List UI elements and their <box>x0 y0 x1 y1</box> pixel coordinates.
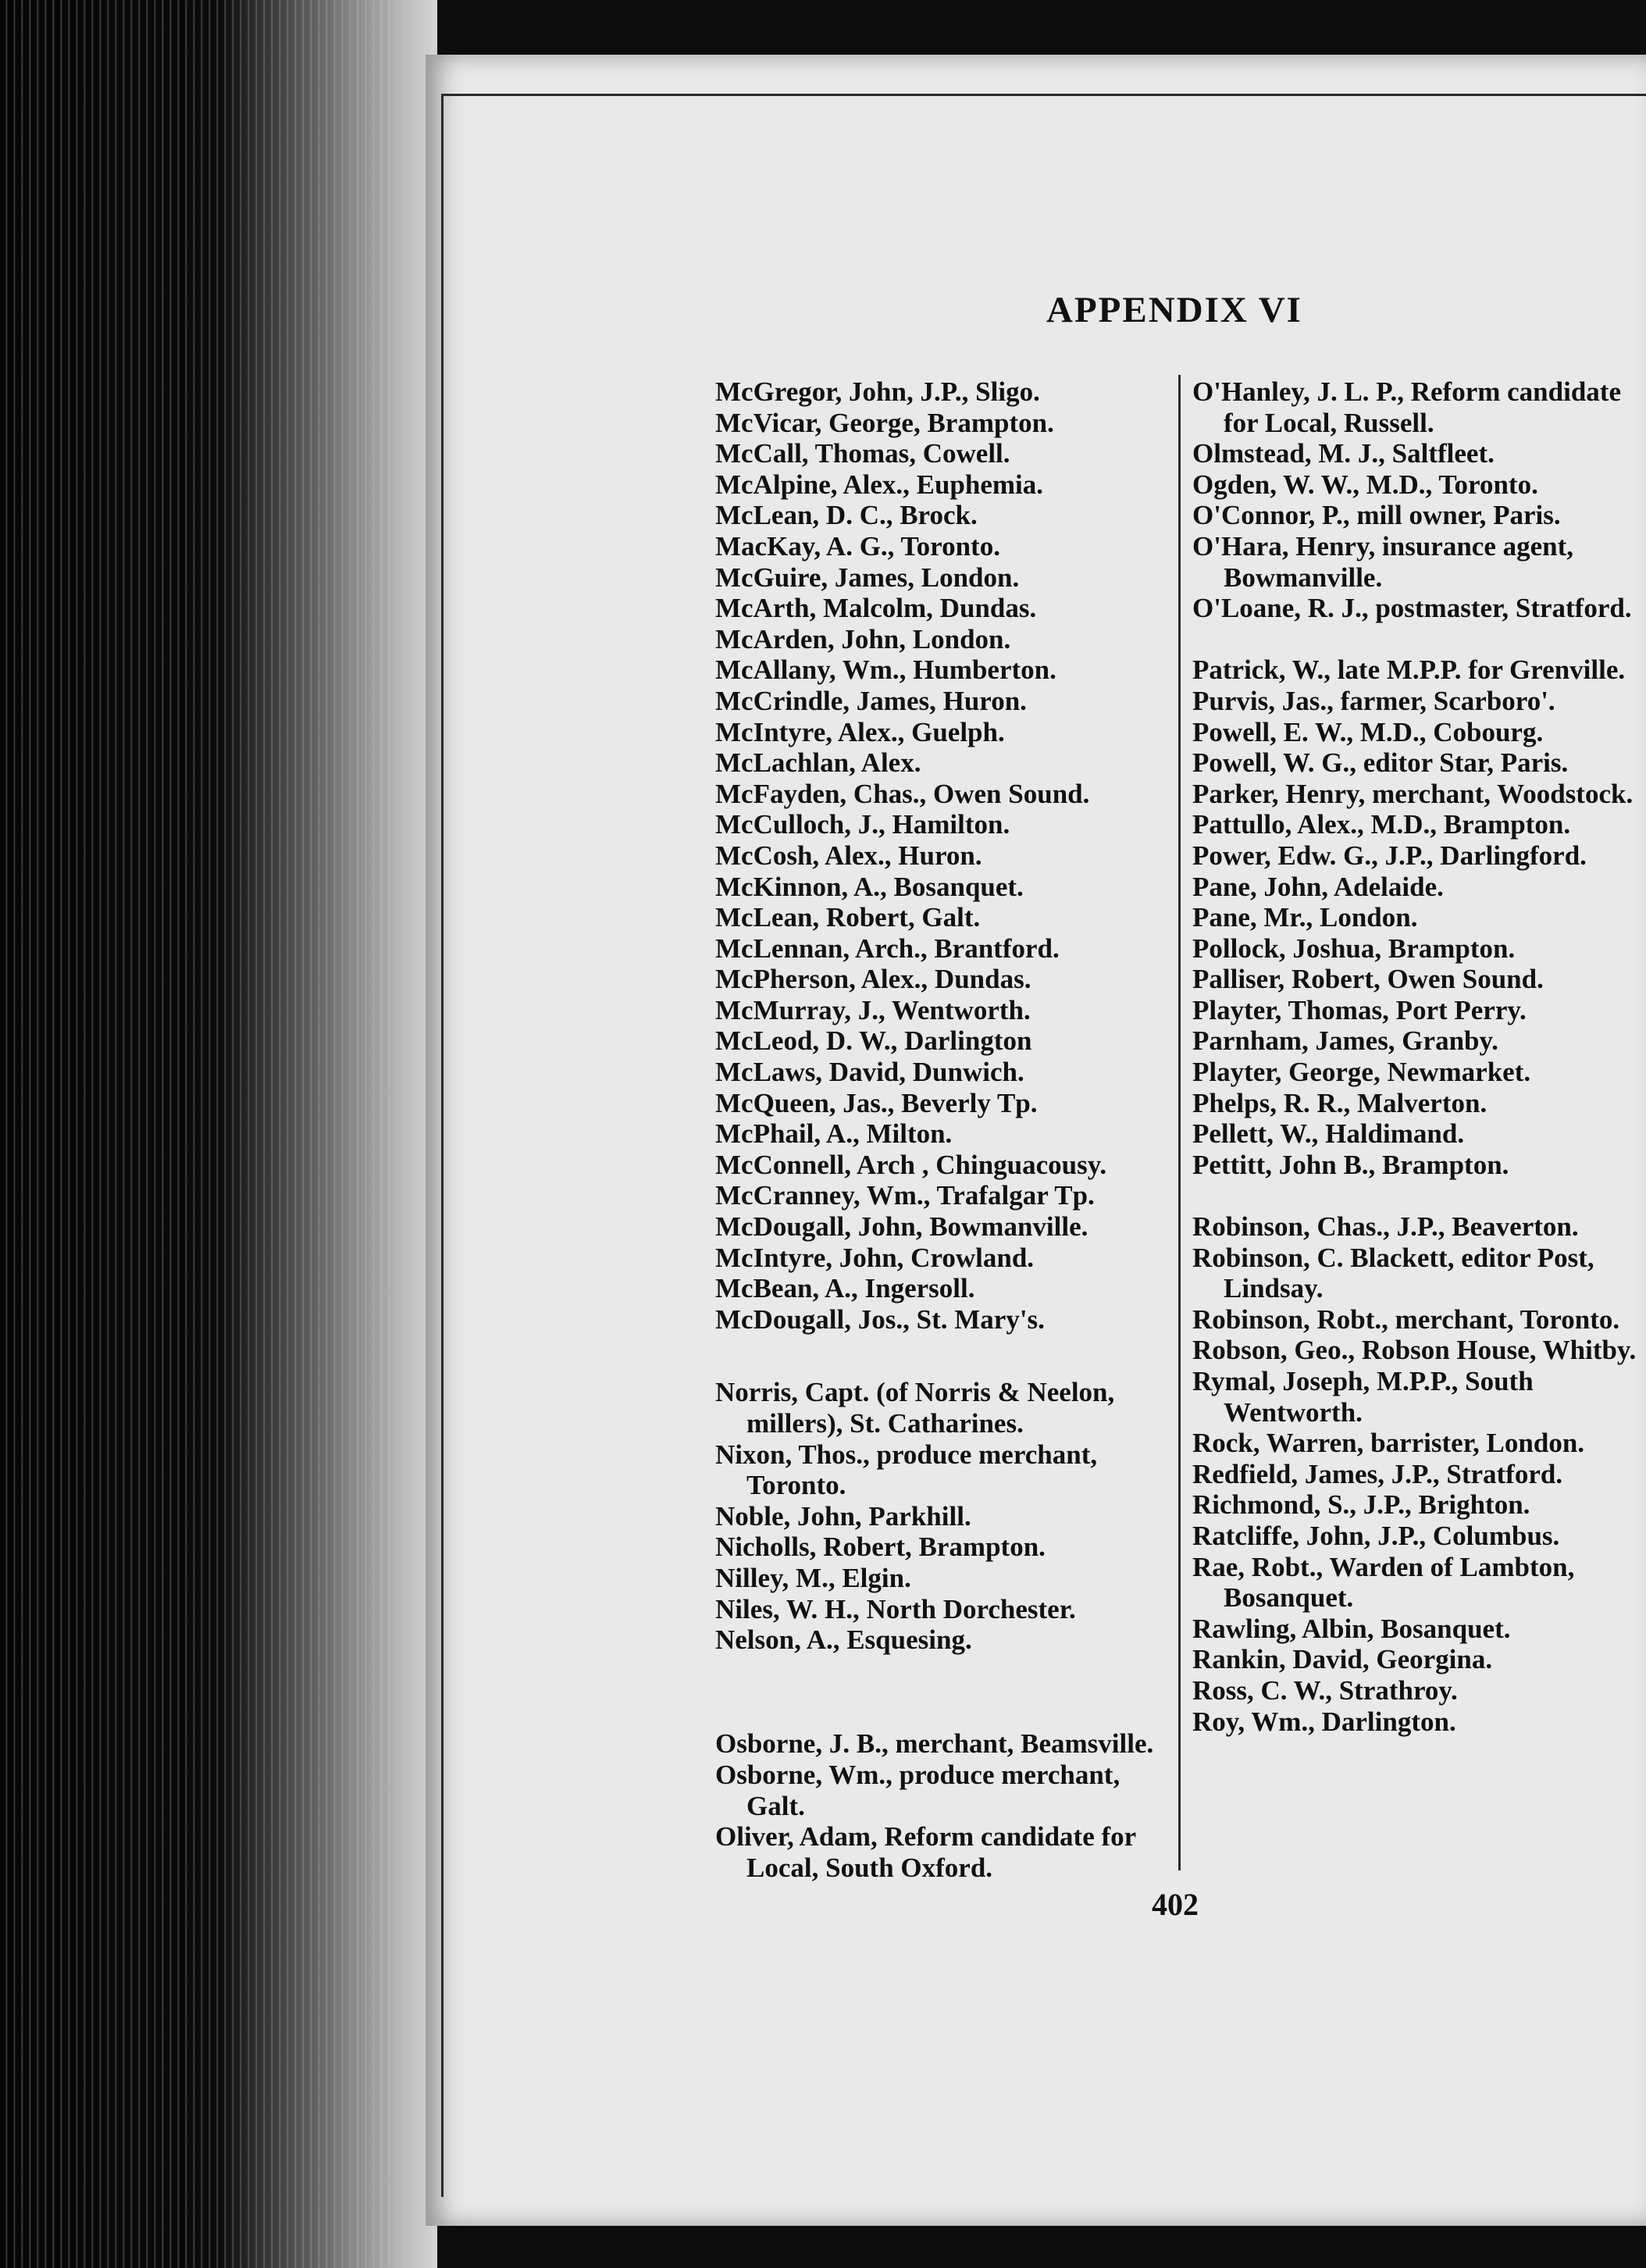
list-entry: O'Connor, P., mill owner, Paris. <box>1192 500 1561 531</box>
list-entry: Parker, Henry, merchant, Woodstock. <box>1192 778 1634 809</box>
list-entry: Olmstead, M. J., Saltfleet. <box>1192 438 1495 469</box>
list-entry: Pettitt, John B., Brampton. <box>1192 1149 1509 1180</box>
list-entry: Rawling, Albin, Bosanquet. <box>1192 1613 1511 1644</box>
list-entry: McFayden, Chas., Owen Sound. <box>715 778 1090 809</box>
list-entry: Robinson, Robt., merchant, Toronto. <box>1192 1303 1620 1335</box>
list-entry: Pane, John, Adelaide. <box>1192 871 1444 902</box>
list-entry: O'Hara, Henry, insurance agent, Bowmanville. <box>1192 530 1574 593</box>
list-entry: McBean, A., Ingersoll. <box>715 1273 975 1304</box>
list-entry: Osborne, Wm., produce merchant, Galt. <box>715 1759 1120 1821</box>
list-entry: McConnell, Arch , Chinguacousy. <box>715 1149 1107 1180</box>
list-entry: Patrick, W., late M.P.P. for Grenville. <box>1192 654 1626 686</box>
list-entry: McPhail, A., Milton. <box>715 1118 953 1150</box>
list-entry: McLaws, David, Dunwich. <box>715 1057 1024 1088</box>
list-entry: McCulloch, J., Hamilton. <box>715 809 1010 840</box>
list-entry: Niles, W. H., North Dorchester. <box>715 1593 1076 1624</box>
list-entry: Playter, Thomas, Port Perry. <box>1192 994 1527 1025</box>
list-entry: Rankin, David, Georgina. <box>1192 1644 1493 1675</box>
book-page-edges <box>0 0 437 2268</box>
list-entry: Nixon, Thos., produce merchant, Toronto. <box>715 1439 1098 1501</box>
list-entry: Nelson, A., Esquesing. <box>715 1624 972 1656</box>
list-entry: McDougall, Jos., St. Mary's. <box>715 1303 1045 1335</box>
list-entry: Ross, C. W., Strathroy. <box>1192 1674 1458 1706</box>
list-entry: McCrindle, James, Huron. <box>715 685 1027 716</box>
list-entry: Redfield, James, J.P., Stratford. <box>1192 1458 1563 1489</box>
list-entry: McGregor, John, J.P., Sligo. <box>715 376 1040 407</box>
list-entry: Robson, Geo., Robson House, Whitby. <box>1192 1335 1637 1366</box>
list-entry: Robinson, Chas., J.P., Beaverton. <box>1192 1211 1579 1243</box>
list-entry: Pane, Mr., London. <box>1192 902 1418 933</box>
list-entry: McLean, Robert, Galt. <box>715 902 981 933</box>
entry-group-mc <box>715 376 1168 1335</box>
column-divider <box>1178 375 1181 1870</box>
right-column <box>1192 376 1641 1737</box>
list-entry: Powell, E. W., M.D., Cobourg. <box>1192 716 1544 747</box>
list-entry: Playter, George, Newmarket. <box>1192 1057 1531 1088</box>
list-entry: Pollock, Joshua, Brampton. <box>1192 933 1516 964</box>
list-entry: Nilley, M., Elgin. <box>715 1562 911 1593</box>
list-entry: Nicholls, Robert, Brampton. <box>715 1532 1046 1563</box>
list-entry: Osborne, J. B., merchant, Beamsville. <box>715 1728 1154 1760</box>
entry-group-o-right <box>1192 376 1641 624</box>
page-heading: APPENDIX VI <box>1046 290 1302 330</box>
list-entry: MacKay, A. G., Toronto. <box>715 530 1000 562</box>
list-entry: Pellett, W., Haldimand. <box>1192 1118 1465 1150</box>
group-spacer <box>1192 1180 1641 1211</box>
list-entry: Parnham, James, Granby. <box>1192 1025 1498 1057</box>
group-spacer <box>715 1698 1168 1729</box>
list-entry: Robinson, C. Blackett, editor Post, Lindsay. <box>1192 1242 1594 1304</box>
list-entry: McArth, Malcolm, Dundas. <box>715 593 1037 624</box>
group-spacer <box>715 1335 1168 1377</box>
list-entry: Rymal, Joseph, M.P.P., South Wentworth. <box>1192 1366 1534 1428</box>
list-entry: Noble, John, Parkhill. <box>715 1500 971 1532</box>
list-entry: Power, Edw. G., J.P., Darlingford. <box>1192 840 1587 871</box>
list-entry: McKinnon, A., Bosanquet. <box>715 871 1024 902</box>
list-entry: O'Hanley, J. L. P., Reform candidate for Local, Russell. <box>1192 376 1621 438</box>
list-entry: McGuire, James, London. <box>715 562 1020 593</box>
list-entry: McArden, John, London. <box>715 623 1011 654</box>
list-entry: McAlpine, Alex., Euphemia. <box>715 469 1044 500</box>
list-entry: McCosh, Alex., Huron. <box>715 840 982 871</box>
list-entry: O'Loane, R. J., postmaster, Stratford. <box>1192 593 1632 624</box>
list-entry: Ogden, W. W., M.D., Toronto. <box>1192 469 1538 500</box>
left-column <box>715 376 1168 1883</box>
list-entry: Oliver, Adam, Reform candidate for Local, South Oxford. <box>715 1821 1136 1883</box>
group-spacer <box>715 1656 1168 1698</box>
list-entry: McAllany, Wm., Humberton. <box>715 654 1056 686</box>
list-entry: McLean, D. C., Brock. <box>715 500 978 531</box>
list-entry: McIntyre, Alex., Guelph. <box>715 716 1005 747</box>
list-entry: Ratcliffe, John, J.P., Columbus. <box>1192 1520 1560 1551</box>
list-entry: McMurray, J., Wentworth. <box>715 994 1031 1025</box>
list-entry: McVicar, George, Brampton. <box>715 407 1054 438</box>
page-number: 402 <box>1152 1887 1199 1922</box>
entry-group-p <box>1192 654 1641 1180</box>
list-entry: McIntyre, John, Crowland. <box>715 1242 1035 1273</box>
list-entry: Palliser, Robert, Owen Sound. <box>1192 964 1544 995</box>
list-entry: McQueen, Jas., Beverly Tp. <box>715 1087 1038 1118</box>
list-entry: McLennan, Arch., Brantford. <box>715 933 1060 964</box>
list-entry: McCranney, Wm., Trafalgar Tp. <box>715 1180 1095 1211</box>
group-spacer <box>1192 624 1641 655</box>
list-entry: Roy, Wm., Darlington. <box>1192 1706 1456 1737</box>
list-entry: Pattullo, Alex., M.D., Brampton. <box>1192 809 1571 840</box>
list-entry: McPherson, Alex., Dundas. <box>715 964 1031 995</box>
list-entry: Norris, Capt. (of Norris & Neelon, millers), St. Catharines. <box>715 1377 1115 1439</box>
list-entry: Rock, Warren, barrister, London. <box>1192 1428 1585 1459</box>
entry-group-n <box>715 1377 1168 1655</box>
list-entry: Richmond, S., J.P., Brighton. <box>1192 1489 1530 1521</box>
list-entry: McLachlan, Alex. <box>715 747 921 779</box>
entry-group-r <box>1192 1211 1641 1737</box>
list-entry: Powell, W. G., editor Star, Paris. <box>1192 747 1569 779</box>
entry-group-o-left <box>715 1728 1168 1883</box>
list-entry: McLeod, D. W., Darlington <box>715 1025 1032 1057</box>
list-entry: McCall, Thomas, Cowell. <box>715 438 1010 469</box>
list-entry: Rae, Robt., Warden of Lambton, Bosanquet. <box>1192 1551 1575 1614</box>
list-entry: Phelps, R. R., Malverton. <box>1192 1087 1487 1118</box>
list-entry: McDougall, John, Bowmanville. <box>715 1211 1088 1243</box>
list-entry: Purvis, Jas., farmer, Scarboro'. <box>1192 685 1555 716</box>
